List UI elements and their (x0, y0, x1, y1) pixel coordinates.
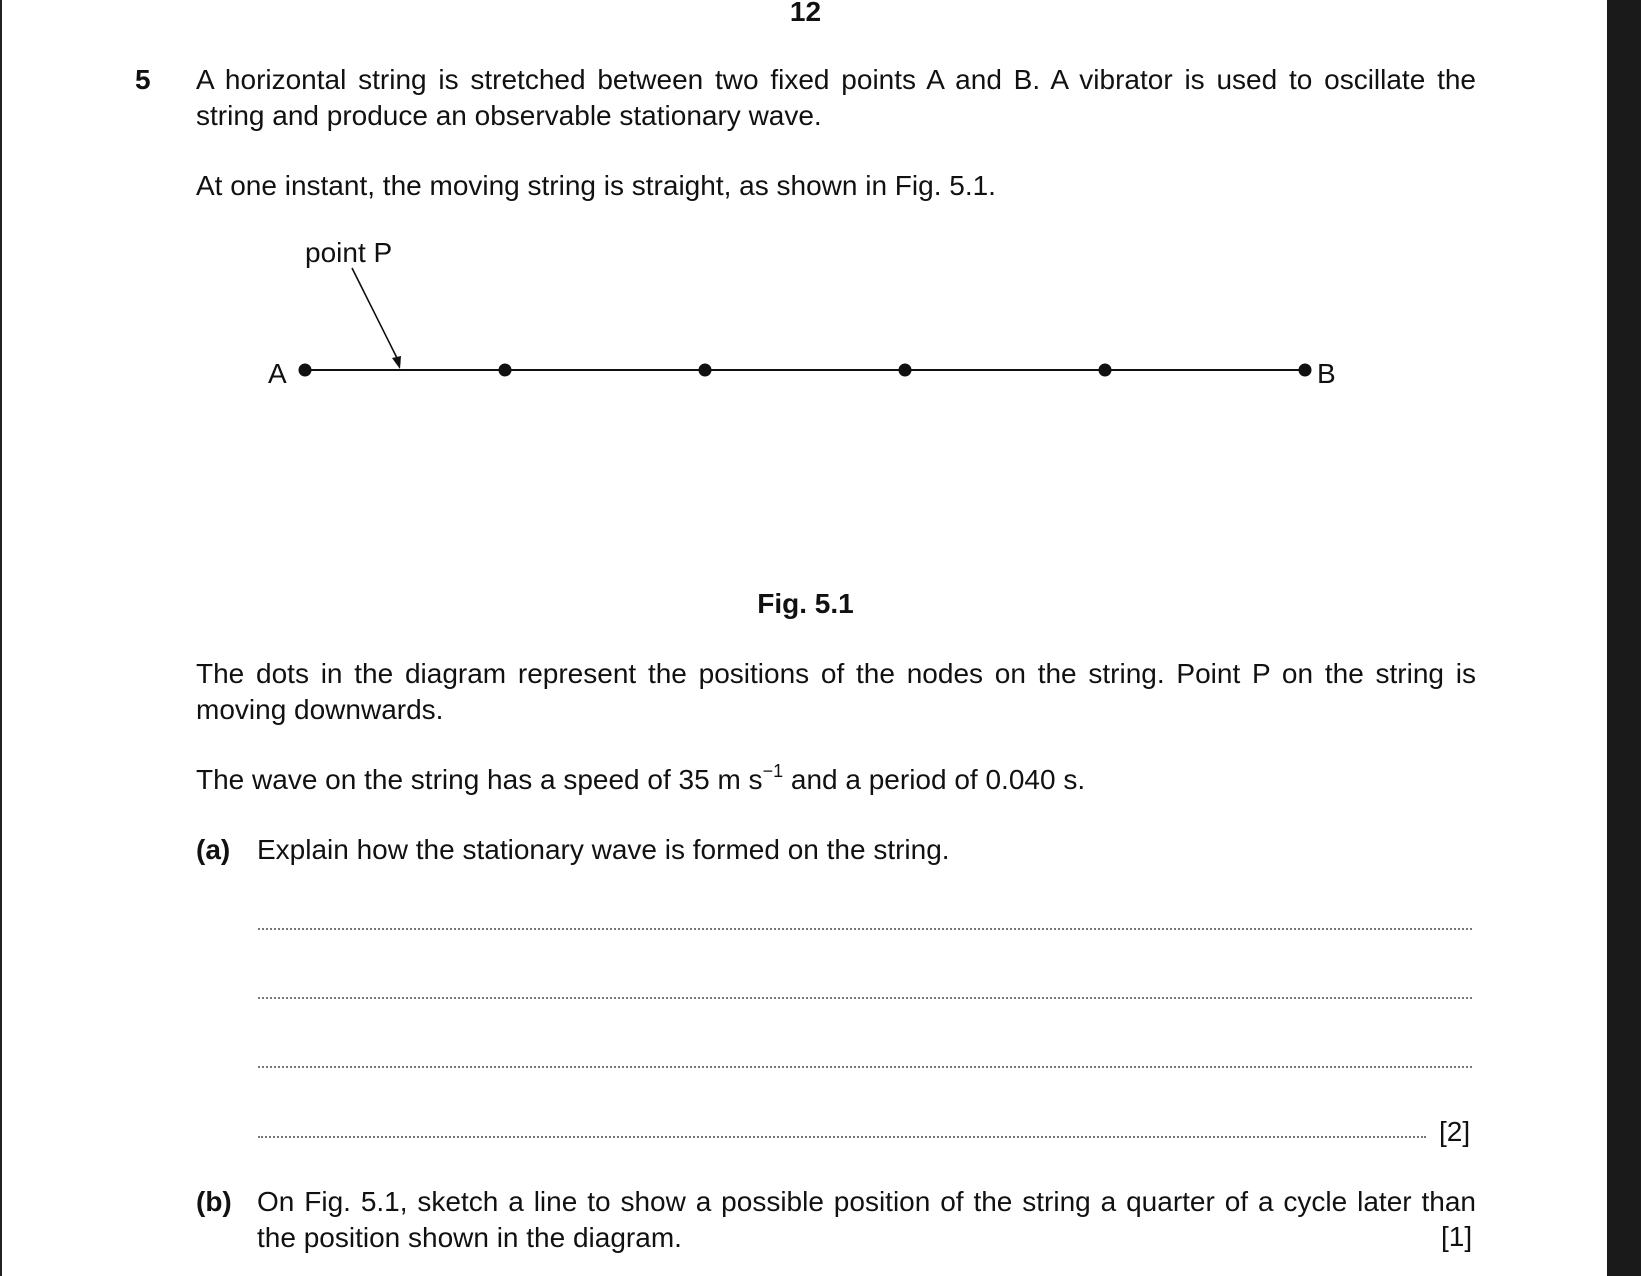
figure-caption: Fig. 5.1 (757, 588, 854, 619)
answer-line[interactable] (258, 1136, 1426, 1138)
node-dot (699, 364, 712, 377)
part-b-marks: [1] (1441, 1221, 1473, 1252)
wave-properties (196, 762, 1085, 798)
answer-line[interactable] (258, 928, 1472, 930)
wave-text-exponent: −1 (762, 760, 784, 781)
answer-line[interactable] (258, 1066, 1472, 1068)
question-number: 5 (135, 64, 151, 95)
part-a-question: Explain how the stationary wave is formed on the string. (257, 834, 950, 865)
page-number: 12 (789, 0, 822, 27)
part-b-label: (b) (196, 1186, 232, 1217)
part-a-label: (a) (196, 834, 231, 865)
node-dot (899, 364, 912, 377)
wave-text-suffix: and a period of 0.040 s. (783, 764, 1086, 795)
question-intro: A horizontal string is stretched between two fixed points A and B. A vibrator is used to oscillate the string and produce an observable stationary wave. (196, 64, 1476, 131)
pointer-arrowhead (392, 356, 401, 369)
part-b-question: On Fig. 5.1, sketch a line to show a possible position of the string a quarter of a cycle later than the position shown in the diagram. (257, 1186, 1476, 1253)
label-b: B (1317, 358, 1336, 389)
node-dot (1299, 364, 1312, 377)
part-a-marks: [2] (1439, 1116, 1471, 1147)
node-dot (1099, 364, 1112, 377)
pointer-line (352, 268, 400, 364)
label-a: A (268, 358, 287, 389)
label-point-p: point P (305, 237, 393, 268)
figure-5-1 (2, 0, 1609, 620)
node-dot (299, 364, 312, 377)
wave-text-prefix: The wave on the string has a speed of 35 m s (196, 764, 763, 795)
nodes-description: The dots in the diagram represent the positions of the nodes on the string. Point P on the string is moving downwards. (196, 658, 1476, 725)
instant-text: At one instant, the moving string is straight, as shown in Fig. 5.1. (196, 170, 996, 201)
answer-line[interactable] (258, 997, 1472, 999)
node-dot (499, 364, 512, 377)
